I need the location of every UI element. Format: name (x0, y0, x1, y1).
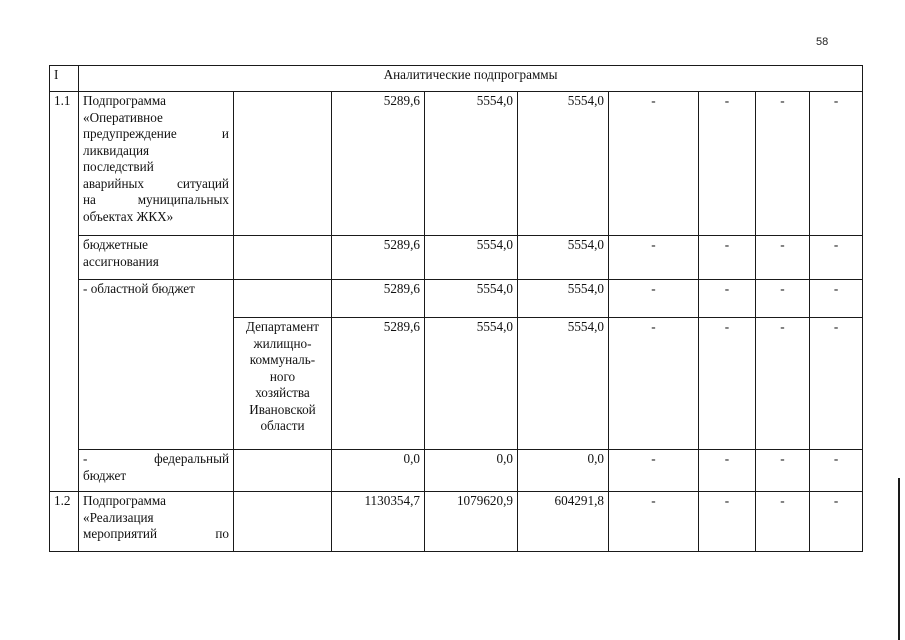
row-executor (234, 92, 332, 236)
dash-cell: - (699, 492, 756, 552)
row-name-line: последствий (83, 159, 154, 174)
value-cell: 5289,6 (332, 92, 425, 236)
dash-cell: - (756, 450, 810, 492)
dash-cell: - (699, 92, 756, 236)
executor-line: Департамент (245, 319, 320, 334)
dash-cell: - (609, 318, 699, 450)
row-name-line: ассигнования (83, 253, 159, 269)
dash-cell: - (609, 236, 699, 280)
dash-cell: - (609, 280, 699, 318)
value-cell: 0,0 (332, 450, 425, 492)
executor-line: коммуналь- (249, 352, 316, 367)
row-name-line: объектах ЖКХ» (83, 208, 174, 224)
row-executor (234, 450, 332, 492)
row-name (79, 280, 234, 450)
table-row (50, 280, 863, 318)
section-index: I (50, 66, 79, 92)
value-cell: 5289,6 (332, 280, 425, 318)
dash-cell: - (699, 280, 756, 318)
row-executor (234, 280, 332, 318)
value-cell: 5554,0 (425, 92, 518, 236)
row-name (79, 92, 234, 236)
row-name-line: мероприятий по (83, 526, 229, 541)
row-name-line: Подпрограмма (83, 93, 167, 108)
value-cell: 0,0 (518, 450, 609, 492)
executor-line: области (260, 418, 305, 433)
dash-cell: - (756, 92, 810, 236)
row-name-line: «Реализация (83, 509, 154, 525)
dash-cell: - (756, 318, 810, 450)
row-executor (234, 236, 332, 280)
value-cell: 5289,6 (332, 318, 425, 450)
dash-cell: - (756, 492, 810, 552)
budget-table (49, 65, 863, 552)
executor-line: хозяйства (255, 385, 310, 400)
executor-line: ного (269, 368, 296, 384)
dash-cell: - (699, 236, 756, 280)
scan-margin-line (898, 478, 900, 640)
row-name-line: бюджет (83, 467, 127, 483)
value-cell: 5289,6 (332, 236, 425, 280)
row-name (79, 492, 234, 552)
table-row (50, 450, 863, 492)
value-cell: 604291,8 (518, 492, 609, 552)
dash-cell: - (756, 280, 810, 318)
value-cell: 5554,0 (518, 92, 609, 236)
row-index-1-1: 1.1 (50, 92, 79, 492)
value-cell: 1130354,7 (332, 492, 425, 552)
row-name (79, 236, 234, 280)
row-name-line: бюджетные (83, 237, 148, 252)
row-name-line: предупреждение и (83, 126, 229, 141)
dash-cell: - (609, 92, 699, 236)
value-cell: 0,0 (425, 450, 518, 492)
value-cell: 5554,0 (425, 318, 518, 450)
section-header-row (50, 66, 863, 92)
dash-cell: - (810, 236, 863, 280)
value-cell: 5554,0 (425, 280, 518, 318)
dash-cell: - (699, 318, 756, 450)
executor-line: жилищно- (253, 335, 312, 351)
dash-cell: - (609, 492, 699, 552)
row-name-line: Подпрограмма (83, 493, 167, 508)
row-name-line: - областной бюджет (83, 281, 195, 296)
dash-cell: - (810, 92, 863, 236)
value-cell: 5554,0 (518, 236, 609, 280)
row-index-1-2: 1.2 (50, 492, 79, 552)
dash-cell: - (810, 492, 863, 552)
row-name-line: ликвидация (83, 142, 150, 158)
page-number: 58 (816, 36, 829, 48)
dash-cell: - (810, 318, 863, 450)
row-executor (234, 492, 332, 552)
table-row (50, 492, 863, 552)
table-row (50, 92, 863, 236)
table-row (50, 236, 863, 280)
dash-cell: - (810, 280, 863, 318)
dash-cell: - (609, 450, 699, 492)
row-executor (234, 318, 332, 450)
dash-cell: - (756, 236, 810, 280)
row-name-line: «Оперативное (83, 109, 163, 125)
value-cell: 5554,0 (518, 280, 609, 318)
executor-line: Ивановской (249, 401, 316, 417)
row-name-line: - федеральный (83, 451, 229, 466)
value-cell: 5554,0 (518, 318, 609, 450)
row-name-line: на муниципальных (83, 192, 229, 207)
value-cell: 5554,0 (425, 236, 518, 280)
dash-cell: - (810, 450, 863, 492)
row-name (79, 450, 234, 492)
dash-cell: - (699, 450, 756, 492)
value-cell: 1079620,9 (425, 492, 518, 552)
row-name-line: аварийных ситуаций (83, 175, 229, 191)
section-title: Аналитические подпрограммы (79, 66, 863, 92)
